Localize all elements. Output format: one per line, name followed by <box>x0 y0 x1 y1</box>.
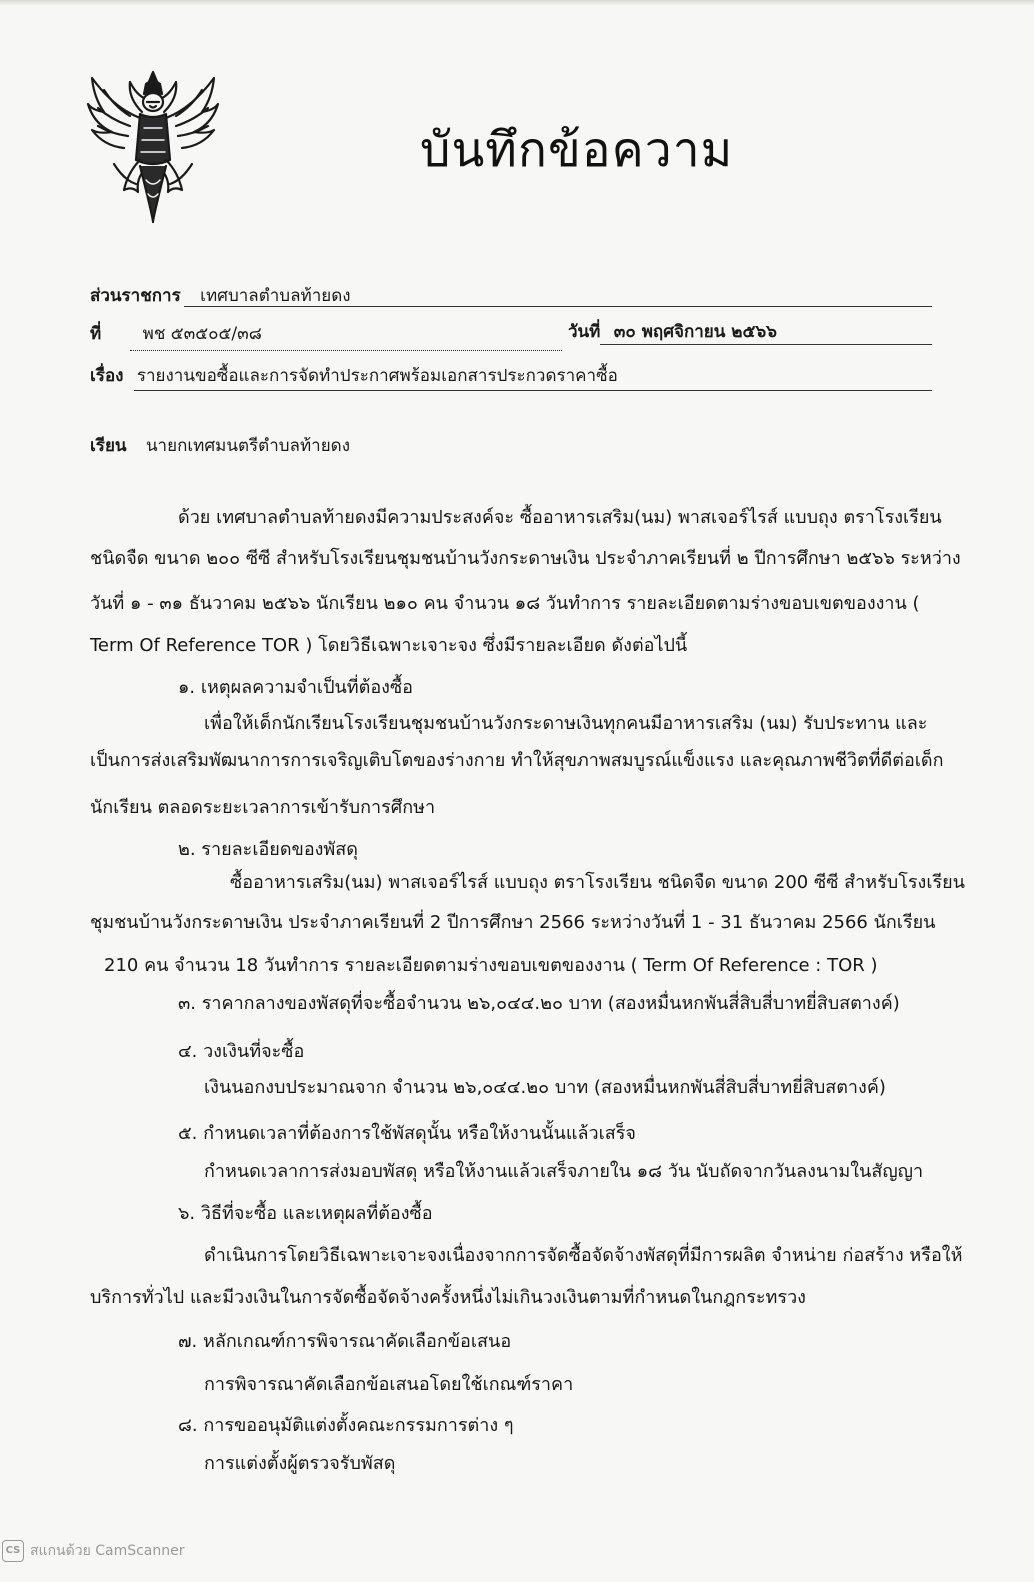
section-8-line: การแต่งตั้งผู้ตรวจรับพัสดุ <box>204 1453 396 1474</box>
scanner-footer-text: สแกนด้วย CamScanner <box>30 1543 185 1559</box>
agency-value: เทศบาลตำบลท้ายดง <box>200 286 351 306</box>
agency-rule <box>184 306 932 307</box>
section-2-line: ชุมชนบ้านวังกระดาษเงิน ประจำภาคเรียนที่ 2 ปีการศึกษา 2566 ระหว่างวันที่ 1 - 31 ธันวาคม 2566 นักเรียน <box>90 912 936 933</box>
date-rule <box>600 344 932 345</box>
section-5-heading: ๕. กำหนดเวลาที่ต้องการใช้พัสดุนั้น หรือให้งานนั้นแล้วเสร็จ <box>178 1123 636 1144</box>
ref-rule <box>130 350 562 351</box>
camscanner-logo-icon: CS <box>2 1540 24 1562</box>
intro-line: วันที่ ๑ - ๓๑ ธันวาคม ๒๕๖๖ นักเรียน ๒๑๐ คน จำนวน ๑๘ วันทำการ รายละเอียดตามร่างขอบเขตของงาน ( <box>90 593 920 614</box>
section-8-heading: ๘. การขออนุมัติแต่งตั้งคณะกรรมการต่าง ๆ <box>178 1415 514 1436</box>
section-5-line: กำหนดเวลาการส่งมอบพัสดุ หรือให้งานแล้วเสร็จภายใน ๑๘ วัน นับถัดจากวันลงนามในสัญญา <box>204 1161 924 1182</box>
section-1-line: นักเรียน ตลอดระยะเวลาการเข้ารับการศึกษา <box>90 797 436 818</box>
scan-edge <box>0 0 1034 6</box>
subject-rule <box>134 390 932 391</box>
subject-row <box>90 362 618 389</box>
section-1-heading: ๑. เหตุผลความจำเป็นที่ต้องซื้อ <box>178 677 413 698</box>
section-1-line: เป็นการส่งเสริมพัฒนาการการเจริญเติบโตของร่างกาย ทำให้สุขภาพสมบูรณ์แข็งแรง และคุณภาพชีวิตที่ดีต่อเด็ก <box>90 750 944 771</box>
intro-line: ชนิดจืด ขนาด ๒๐๐ ซีซี สำหรับโรงเรียนชุมชนบ้านวังกระดาษเงิน ประจำภาคเรียนที่ ๒ ปีการศึกษา ๒๕๖๖ ระหว่าง <box>90 548 961 569</box>
agency-label: ส่วนราชการ <box>90 286 181 306</box>
section-4-heading: ๔. วงเงินที่จะซื้อ <box>178 1041 305 1062</box>
intro-line: Term Of Reference TOR ) โดยวิธีเฉพาะเจาะจง ซึ่งมีรายละเอียด ดังต่อไปนี้ <box>90 635 688 656</box>
section-4-line: เงินนอกงบประมาณจาก จำนวน ๒๖,๐๔๔.๒๐ บาท (สองหมื่นหกพันสี่สิบสี่บาทยี่สิบสตางค์) <box>204 1077 886 1098</box>
section-7-heading: ๗. หลักเกณฑ์การพิจารณาคัดเลือกข้อเสนอ <box>178 1331 512 1352</box>
memo-title: บันทึกข้อความ <box>420 122 734 178</box>
ref-value: พช ๕๓๕๐๕/๓๘ <box>142 324 262 344</box>
section-6-heading: ๖. วิธีที่จะซื้อ และเหตุผลที่ต้องซื้อ <box>178 1203 433 1224</box>
to-row <box>90 432 350 459</box>
ref-label: ที่ <box>90 324 102 344</box>
subject-label: เรื่อง <box>90 366 124 386</box>
ref-row <box>90 320 262 347</box>
section-1-line: เพื่อให้เด็กนักเรียนโรงเรียนชุมชนบ้านวังกระดาษเงินทุกคนมีอาหารเสริม (นม) รับประทาน และ <box>204 713 928 734</box>
scanner-footer <box>2 1540 185 1562</box>
section-6-line: บริการทั่วไป และมีวงเงินในการจัดซื้อจัดจ้างครั้งหนึ่งไม่เกินวงเงินตามที่กำหนดในกฎกระทรวง <box>90 1287 806 1308</box>
to-label: เรียน <box>90 436 127 456</box>
section-2-line: ซื้ออาหารเสริม(นม) พาสเจอร์ไรส์ แบบถุง ตราโรงเรียน ชนิดจืด ขนาด 200 ซีซี สำหรับโรงเรียน <box>230 872 965 893</box>
intro-line: ด้วย เทศบาลตำบลท้ายดงมีความประสงค์จะ ซื้ออาหารเสริม(นม) พาสเจอร์ไรส์ แบบถุง ตราโรงเรียน <box>178 507 942 528</box>
agency-row <box>90 282 351 309</box>
garuda-emblem-icon <box>84 68 222 224</box>
section-2-heading: ๒. รายละเอียดของพัสดุ <box>178 839 358 860</box>
date-row <box>568 318 777 345</box>
date-value: ๓๐ พฤศจิกายน ๒๕๖๖ <box>613 322 777 342</box>
section-2-line: 210 คน จำนวน 18 วันทำการ รายละเอียดตามร่างขอบเขตของงาน ( Term Of Reference : TOR ) <box>104 955 878 976</box>
date-label: วันที่ <box>568 322 601 342</box>
section-6-line: ดำเนินการโดยวิธีเฉพาะเจาะจงเนื่องจากการจัดซื้อจัดจ้างพัสดุที่มีการผลิต จำหน่าย ก่อสร้าง หรือให้ <box>204 1245 963 1266</box>
section-3-heading: ๓. ราคากลางของพัสดุที่จะซื้อจำนวน ๒๖,๐๔๔.๒๐ บาท (สองหมื่นหกพันสี่สิบสี่บาทยี่สิบสตางค์) <box>178 993 900 1014</box>
to-value: นายกเทศมนตรีตำบลท้ายดง <box>145 436 351 456</box>
section-7-line: การพิจารณาคัดเลือกข้อเสนอโดยใช้เกณฑ์ราคา <box>204 1374 574 1395</box>
subject-value: รายงานขอซื้อและการจัดทำประกาศพร้อมเอกสารประกวดราคาซื้อ <box>136 366 618 386</box>
